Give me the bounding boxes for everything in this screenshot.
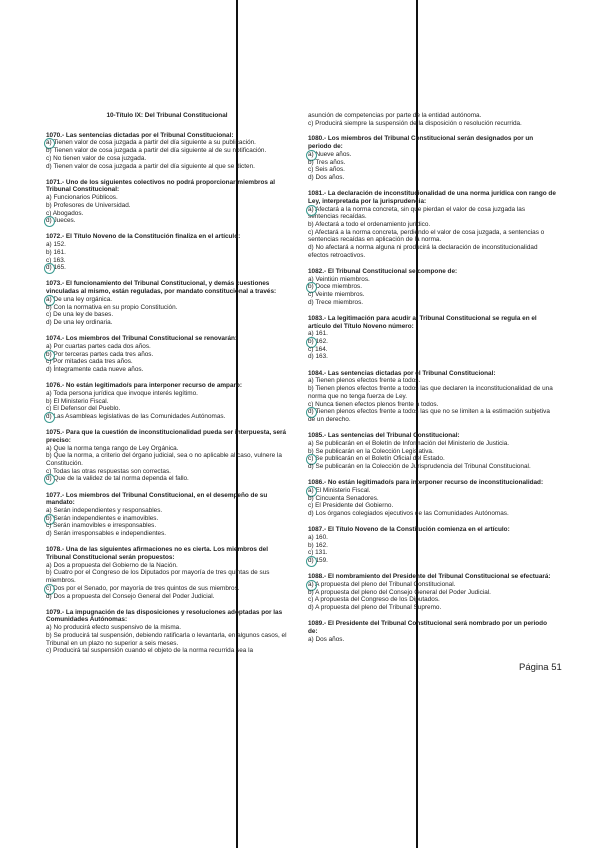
answer-option: c) 131. <box>308 549 328 557</box>
answer-option-marked: a) El Ministerio Fiscal. <box>308 487 556 495</box>
answer-option: d) Trece miembros. <box>308 298 364 306</box>
answer-option: a) Funcionarios Públicos. <box>46 194 118 202</box>
answer-option: c) Todas las otras respuestas son correctas. <box>46 467 171 475</box>
page-title: 10-Título IX: Del Tribunal Constitucional <box>106 112 228 119</box>
answer-option-marked: b) Doce miembros. <box>308 283 556 291</box>
page-number: Página 51 <box>519 662 562 673</box>
answer-option: d) Dos a propuesta del Consejo General del Poder Judicial. <box>46 592 215 600</box>
answer-option: d) Serán irresponsables e independientes. <box>46 530 167 538</box>
continued-text: asunción de competencias por parte de la entidad autónoma. <box>308 112 482 119</box>
question-title: 1078.- Una de las siguientes afirmaciones no es cierta. Los miembros del Tribunal Constitucional serán propuestos: <box>46 546 268 562</box>
answer-option-marked: d) 165. <box>46 264 288 272</box>
question-block <box>46 492 288 538</box>
answer-option: b) Cincuenta Senadores. <box>308 494 379 502</box>
question-block <box>46 280 288 326</box>
answer-option-marked: b) 162. <box>308 338 556 346</box>
answer-option: a) Que la norma tenga rango de Ley Orgánica. <box>46 444 179 452</box>
answer-option: b) Tres años. <box>308 158 346 166</box>
question-title: 1087.- El Título Noveno de la Constitución comienza en el artículo: <box>308 526 510 534</box>
answer-option: c) El Presidente del Gobierno. <box>308 502 394 510</box>
continued-question <box>308 112 556 127</box>
answer-option: d) Dos años. <box>308 173 345 181</box>
question-title: 1084.- Las sentencias dictadas por el Tribunal Constitucional: <box>308 369 496 377</box>
answer-option: c) 163. <box>46 256 66 264</box>
answer-option-marked: c) Dos por el Senado, por mayoría de tres quintos de sus miembros. <box>46 585 288 593</box>
question-block <box>308 268 556 307</box>
answer-option-marked: a) De una ley orgánica. <box>46 296 288 304</box>
answer-option: c) Seis años. <box>308 166 345 174</box>
answer-option: c) Producirá tal suspensión cuando el objeto de la norma recurrida sea la <box>46 647 254 655</box>
question-block <box>308 135 556 181</box>
answer-option-marked: a) A propuesta del pleno del Tribunal Constitucional. <box>308 581 556 589</box>
question-title: 1074.- Los miembros del Tribunal Constitucional se renovarán: <box>46 335 238 343</box>
answer-option: b) 161. <box>46 248 66 256</box>
answer-option: c) Abogados. <box>46 209 84 217</box>
answer-option-marked: d) Tienen plenos efectos frente a todos las que no se limiten a la estimación subjetiva de un derecho. <box>308 408 556 423</box>
question-block <box>308 370 556 424</box>
answer-option-marked: d) 159. <box>308 557 556 565</box>
answer-option: c) Por mitades cada tres años. <box>46 358 133 366</box>
answer-option: a) 160. <box>308 533 328 541</box>
answer-option: a) Toda persona jurídica que invoque interés legítimo. <box>46 389 198 397</box>
question-block <box>46 382 288 421</box>
answer-option: b) Se producirá tal suspensión, debiendo ratificarla o levantarla, en algunos casos, el Tribunal en un plazo no superior a seis meses. <box>46 631 289 647</box>
answer-option: c) Afectará a la norma concreta, perdiendo el valor de cosa juzgada, a sentencias o sentencias recaídas en aplicación de la norma. <box>308 228 547 244</box>
question-block <box>46 429 288 483</box>
answer-option: d) Tienen valor de cosa juzgada a partir del día siguiente al que se dicten. <box>46 162 255 170</box>
answer-option: d) 163. <box>308 353 328 361</box>
question-title: 1081.- La declaración de inconstitucionalidad de una norma jurídica con rango de Ley, interpretada por la jurisprudencia: <box>308 190 556 205</box>
answer-option: b) Afectará a todo el ordenamiento jurídico. <box>308 220 431 228</box>
answer-option: b) Con la normativa en su propio Constitución. <box>46 303 178 311</box>
answer-option-marked: b) Por terceras partes cada tres años. <box>46 351 288 359</box>
answer-option-marked: a) Tienen valor de cosa juzgada a partir del día siguiente a su publicación. <box>46 139 288 147</box>
answer-option: b) 162. <box>308 541 328 549</box>
question-block <box>46 179 288 225</box>
answer-option: c) Nunca tienen efectos plenos frente a todos. <box>308 400 439 408</box>
right-column <box>308 112 556 652</box>
answer-option: a) Dos a propuesta del Gobierno de la Nación. <box>46 561 178 569</box>
question-title: 1070.- Las sentencias dictadas por el Tribunal Constitucional: <box>46 131 234 139</box>
answer-option: d) No afectará a norma alguna ni producirá la declaración de inconstitucionalidad efectos retroactivos. <box>308 244 540 259</box>
question-title: 1072.- El Título Noveno de la Constitución finaliza en el artículo: <box>46 233 241 241</box>
answer-option: d) Se publicarán en la Colección de Jurisprudencia del Tribunal Constitucional. <box>308 462 531 470</box>
answer-option: c) No tienen valor de cosa juzgada. <box>46 154 147 162</box>
question-title: 1085.- Las sentencias del Tribunal Constitucional: <box>308 432 460 440</box>
answer-option: c) 164. <box>308 345 328 353</box>
answer-option: c) De una ley de bases. <box>46 311 114 319</box>
question-block <box>46 335 288 374</box>
question-block <box>308 620 556 643</box>
answer-option: b) Se publicarán en la Colección Legislativa. <box>308 447 434 455</box>
answer-option: b) Tienen plenos efectos frente a todos las que declaren la inconstitucionalidad de una norma que no tenga fuerza de Ley. <box>308 385 555 400</box>
question-title: 1082.- El Tribunal Constitucional se compone de: <box>308 267 458 275</box>
question-block <box>308 315 556 361</box>
answer-option-marked: a) Afectará a la norma concreta, sin que pierdan el valor de cosa juzgada las sentencias recaídas. <box>308 206 556 221</box>
question-title: 1086.- No están legitimado/s para interponer recurso de inconstitucionalidad: <box>308 479 544 487</box>
answer-option: a) Tienen plenos efectos frente a todos. <box>308 377 421 385</box>
answer-option: d) A propuesta del pleno del Tribunal Supremo. <box>308 603 442 611</box>
answer-option: a) No producirá efecto suspensivo de la misma. <box>46 624 181 632</box>
answer-option: c) A propuesta del Congreso de los Diputados. <box>308 596 440 604</box>
answer-option: d) Los órganos colegiados ejecutivos de las Comunidades Autónomas. <box>308 509 509 517</box>
question-block <box>46 132 288 171</box>
answer-option: a) Veintiún miembros. <box>308 275 370 283</box>
question-block <box>308 526 556 565</box>
left-column <box>46 112 288 663</box>
question-block <box>46 233 288 272</box>
answer-option: b) Cuatro por el Congreso de los Diputados por mayoría de tres quintas de sus miembros. <box>46 569 272 585</box>
answer-option: c) Veinte miembros. <box>308 291 365 299</box>
answer-option: b) Profesores de Universidad. <box>46 201 131 209</box>
question-block <box>46 609 288 655</box>
question-title: 1071.- Uno de los siguientes colectivos no podrá proporcionar miembros al Tribunal Constitucional: <box>46 178 276 194</box>
answer-option: a) 152. <box>46 241 66 249</box>
question-block <box>308 573 556 612</box>
question-block <box>308 190 556 259</box>
answer-option: a) Se publicarán en el Boletín de Información del Ministerio de Justicia. <box>308 439 510 447</box>
answer-option: b) El Ministerio Fiscal. <box>46 397 109 405</box>
answer-option-marked: c) Se publicarán en el Boletín Oficial del Estado. <box>308 455 556 463</box>
answer-option-marked: d) Jueces. <box>46 217 288 225</box>
question-block <box>308 479 556 518</box>
answer-option: d) De una ley ordinaria. <box>46 318 113 326</box>
answer-option: a) Serán independientes y responsables. <box>46 507 163 515</box>
answer-option: b) Que la norma, a criterio del órgano judicial, sea o no aplicable al caso, vulnere la Constitución. <box>46 452 284 468</box>
answer-option: a) 161. <box>308 330 328 338</box>
answer-option-marked: d) Las Asambleas legislativas de las Comunidades Autónomas. <box>46 413 288 421</box>
answer-option-marked: a) Nueve años. <box>308 151 556 159</box>
question-title: 1080.- Los miembros del Tribunal Constitucional serán designados por un periodo de: <box>308 135 534 151</box>
answer-option-marked: b) Serán independientes e inamovibles. <box>46 515 288 523</box>
continued-option: c) Producirá siempre la suspensión de la disposición o resolución recurrida. <box>308 119 522 127</box>
answer-option-marked: d) Que de la validez de tal norma dependa el fallo. <box>46 475 288 483</box>
answer-option: c) El Defensor del Pueblo. <box>46 405 121 413</box>
question-title: 1076.- No están legitimado/s para interponer recurso de amparo: <box>46 382 243 390</box>
answer-option: b) A propuesta del pleno del Consejo General del Poder Judicial. <box>308 588 491 596</box>
question-title: 1077.- Los miembros del Tribunal Constitucional, en el desempeño de su mandato: <box>46 491 268 507</box>
question-title: 1089.- El Presidente del Tribunal Constitucional será nombrado por un periodo de: <box>308 620 547 635</box>
question-title: 1075.- Para que la cuestión de inconstitucionalidad pueda ser interpuesta, será preciso: <box>46 429 287 444</box>
question-title: 1088.- El nombramiento del Presidente del Tribunal Constitucional se efectuará: <box>308 573 551 581</box>
right-question-list <box>308 135 556 643</box>
answer-option: b) Tienen valor de cosa juzgada a partir del día siguiente al de su notificación. <box>46 147 267 155</box>
answer-option: d) Íntegramente cada nueve años. <box>46 365 144 373</box>
answer-option: a) Dos años. <box>308 635 345 643</box>
question-title: 1073.- El funcionamiento del Tribunal Constitucional, y demás cuestiones vinculadas al mismo, están reguladas, por mandato constitucional a través: <box>46 280 277 296</box>
left-question-list <box>46 132 288 655</box>
question-title: 1083.- La legitimación para acudir al Tribunal Constitucional se regula en el artículo del Título Noveno número: <box>308 314 537 330</box>
answer-option: c) Serán inamovibles e irresponsables. <box>46 522 157 530</box>
answer-option: a) Por cuartas partes cada dos años. <box>46 342 151 350</box>
question-block <box>46 546 288 600</box>
question-block <box>308 432 556 471</box>
question-title: 1079.- La impugnación de las disposiciones y resoluciones adoptadas por las Comunidades Autónomas: <box>46 608 283 624</box>
